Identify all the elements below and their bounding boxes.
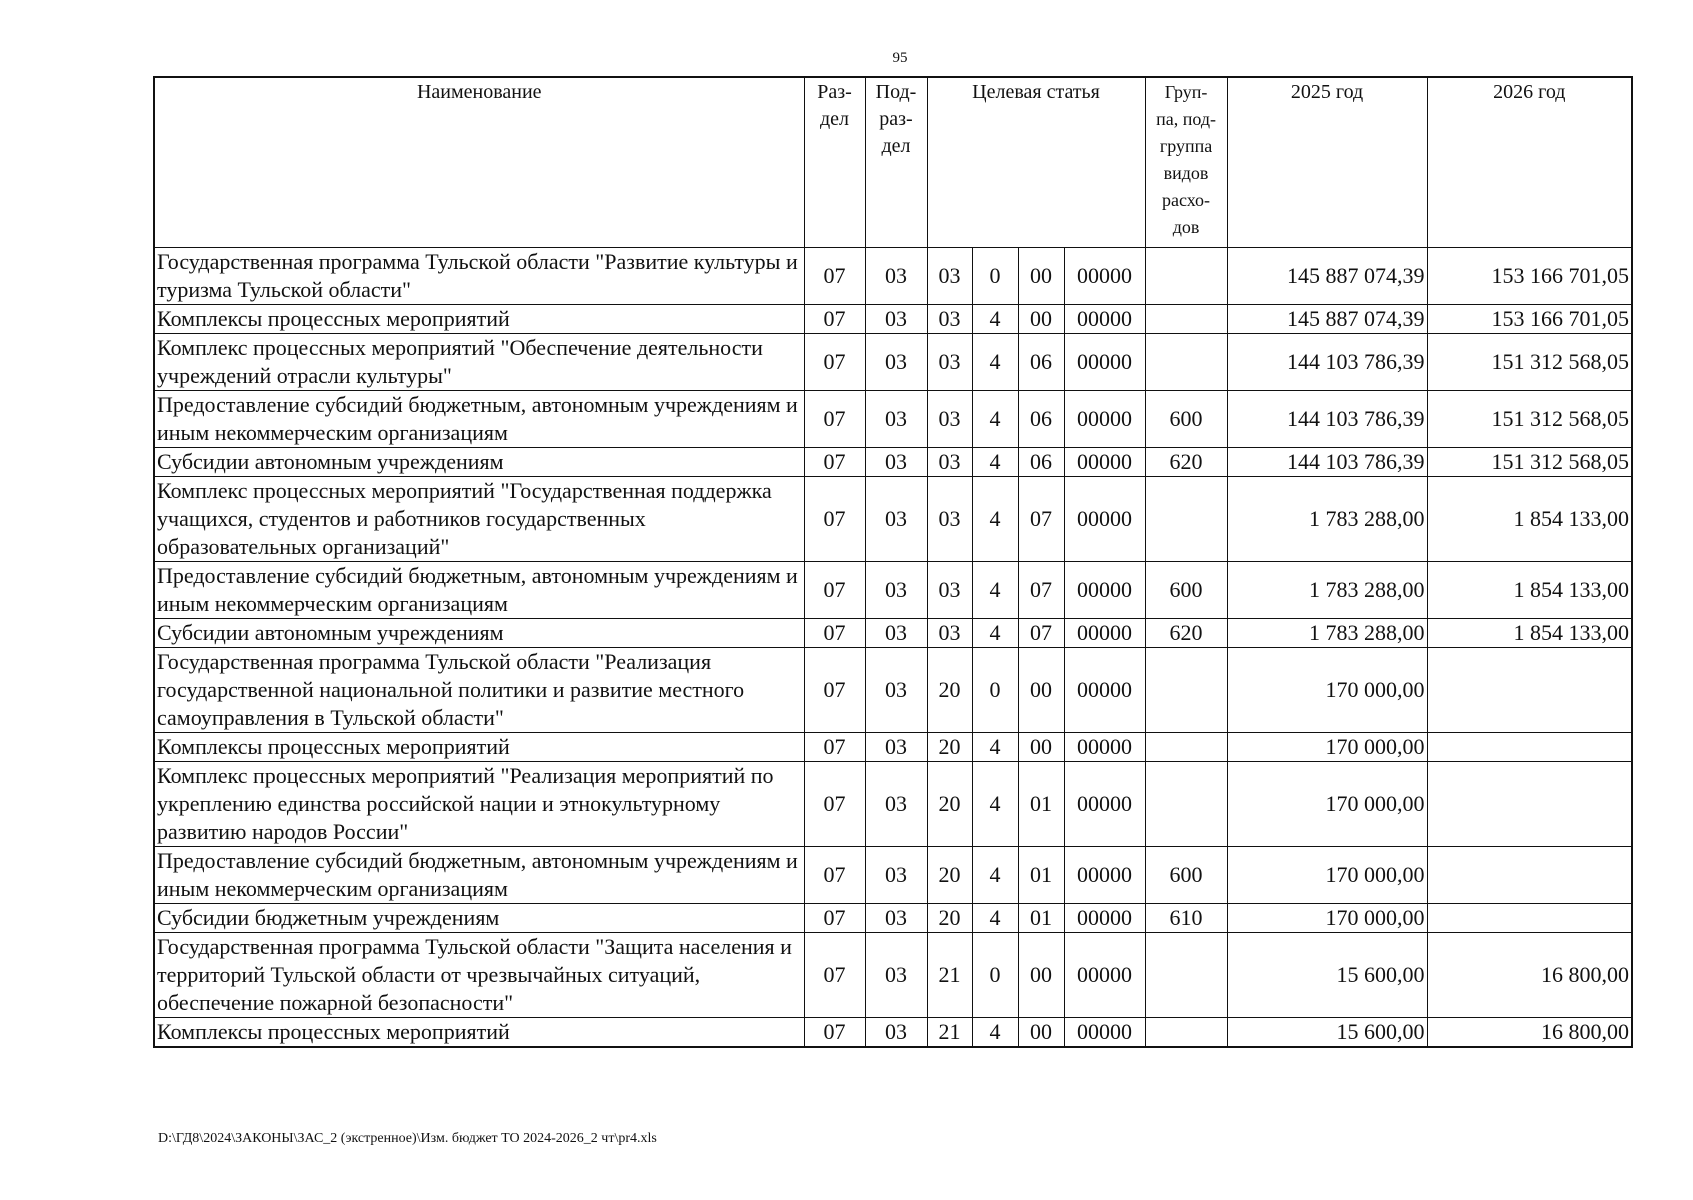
cell-target-direction: 00000 [1064,562,1145,619]
cell-target-type: 4 [972,619,1018,648]
cell-name: Государственная программа Тульской области "Защита населения и территорий Тульской области от чрезвычайных ситуаций, обеспечение пожарной безопасности" [154,933,804,1018]
cell-expense-group [1145,933,1227,1018]
cell-target-subprogram: 07 [1018,562,1064,619]
header-target-article: Целевая статья [927,77,1145,248]
cell-target-direction: 00000 [1064,762,1145,847]
cell-amount-2026 [1427,847,1632,904]
cell-razdel: 07 [804,562,865,619]
cell-name: Субсидии автономным учреждениям [154,619,804,648]
cell-amount-2026: 16 800,00 [1427,933,1632,1018]
cell-amount-2025: 15 600,00 [1227,1018,1427,1048]
cell-target-program: 20 [927,847,972,904]
cell-amount-2025: 170 000,00 [1227,847,1427,904]
cell-amount-2025: 145 887 074,39 [1227,305,1427,334]
cell-expense-group [1145,648,1227,733]
cell-expense-group [1145,1018,1227,1048]
cell-target-direction: 00000 [1064,619,1145,648]
cell-target-direction: 00000 [1064,248,1145,305]
cell-podrazdel: 03 [865,733,927,762]
cell-target-type: 4 [972,334,1018,391]
cell-target-type: 4 [972,762,1018,847]
cell-expense-group: 620 [1145,619,1227,648]
cell-amount-2026: 1 854 133,00 [1427,619,1632,648]
cell-name: Субсидии бюджетным учреждениям [154,904,804,933]
cell-target-type: 4 [972,1018,1018,1048]
budget-table [153,76,1633,1048]
cell-target-program: 03 [927,477,972,562]
cell-podrazdel: 03 [865,477,927,562]
cell-expense-group: 610 [1145,904,1227,933]
cell-target-program: 03 [927,391,972,448]
header-expense-group: Груп- па, под- группа видов расхо- дов [1145,77,1227,248]
cell-target-direction: 00000 [1064,477,1145,562]
table-row [154,733,1632,762]
cell-expense-group [1145,477,1227,562]
cell-amount-2025: 1 783 288,00 [1227,477,1427,562]
table-row [154,305,1632,334]
cell-target-type: 4 [972,448,1018,477]
cell-amount-2026 [1427,733,1632,762]
cell-amount-2025: 170 000,00 [1227,648,1427,733]
table-row [154,847,1632,904]
cell-target-type: 4 [972,391,1018,448]
cell-razdel: 07 [804,762,865,847]
cell-podrazdel: 03 [865,448,927,477]
cell-target-subprogram: 07 [1018,619,1064,648]
cell-razdel: 07 [804,334,865,391]
cell-target-subprogram: 00 [1018,933,1064,1018]
cell-target-type: 4 [972,477,1018,562]
cell-target-direction: 00000 [1064,305,1145,334]
cell-podrazdel: 03 [865,305,927,334]
cell-target-subprogram: 01 [1018,762,1064,847]
header-2025: 2025 год [1227,77,1427,248]
table-row [154,904,1632,933]
cell-target-type: 0 [972,648,1018,733]
cell-target-subprogram: 06 [1018,334,1064,391]
cell-target-direction: 00000 [1064,391,1145,448]
cell-name: Комплекс процессных мероприятий "Реализация мероприятий по укреплению единства российской нации и этнокультурному развитию народов России" [154,762,804,847]
cell-expense-group: 620 [1145,448,1227,477]
cell-podrazdel: 03 [865,334,927,391]
header-2026: 2026 год [1427,77,1632,248]
cell-target-direction: 00000 [1064,933,1145,1018]
cell-amount-2026: 151 312 568,05 [1427,448,1632,477]
cell-podrazdel: 03 [865,1018,927,1048]
cell-name: Комплексы процессных мероприятий [154,305,804,334]
cell-target-program: 21 [927,933,972,1018]
cell-expense-group: 600 [1145,847,1227,904]
cell-amount-2026 [1427,904,1632,933]
cell-amount-2025: 144 103 786,39 [1227,448,1427,477]
cell-name: Предоставление субсидий бюджетным, автономным учреждениям и иным некоммерческим организациям [154,847,804,904]
cell-expense-group: 600 [1145,391,1227,448]
table-row [154,448,1632,477]
cell-podrazdel: 03 [865,619,927,648]
table-header-row [154,77,1632,248]
table-body [154,248,1632,1048]
cell-name: Государственная программа Тульской области "Реализация государственной национальной политики и развитие местного самоуправления в Тульской области" [154,648,804,733]
cell-expense-group [1145,248,1227,305]
cell-amount-2025: 170 000,00 [1227,733,1427,762]
cell-target-program: 20 [927,648,972,733]
cell-amount-2026: 1 854 133,00 [1427,477,1632,562]
cell-amount-2026 [1427,648,1632,733]
table-row [154,477,1632,562]
cell-target-direction: 00000 [1064,448,1145,477]
cell-target-program: 03 [927,448,972,477]
cell-amount-2026: 153 166 701,05 [1427,305,1632,334]
cell-target-program: 20 [927,762,972,847]
cell-podrazdel: 03 [865,248,927,305]
cell-razdel: 07 [804,619,865,648]
table-row [154,391,1632,448]
cell-amount-2025: 170 000,00 [1227,762,1427,847]
cell-target-subprogram: 00 [1018,648,1064,733]
cell-amount-2025: 1 783 288,00 [1227,619,1427,648]
cell-target-program: 03 [927,619,972,648]
cell-target-program: 03 [927,334,972,391]
cell-target-program: 03 [927,248,972,305]
cell-name: Предоставление субсидий бюджетным, автономным учреждениям и иным некоммерческим организациям [154,562,804,619]
cell-amount-2026 [1427,762,1632,847]
table-row [154,562,1632,619]
cell-podrazdel: 03 [865,762,927,847]
cell-target-direction: 00000 [1064,648,1145,733]
cell-podrazdel: 03 [865,904,927,933]
cell-podrazdel: 03 [865,562,927,619]
cell-target-subprogram: 01 [1018,904,1064,933]
cell-target-type: 4 [972,562,1018,619]
cell-expense-group: 600 [1145,562,1227,619]
cell-target-type: 0 [972,248,1018,305]
cell-razdel: 07 [804,648,865,733]
header-razdel: Раз- дел [804,77,865,248]
cell-amount-2025: 145 887 074,39 [1227,248,1427,305]
cell-name: Предоставление субсидий бюджетным, автономным учреждениям и иным некоммерческим организациям [154,391,804,448]
cell-razdel: 07 [804,933,865,1018]
cell-target-type: 4 [972,847,1018,904]
cell-name: Комплекс процессных мероприятий "Государственная поддержка учащихся, студентов и работников государственных образовательных организаций" [154,477,804,562]
cell-target-program: 03 [927,305,972,334]
cell-name: Государственная программа Тульской области "Развитие культуры и туризма Тульской области" [154,248,804,305]
cell-amount-2026: 153 166 701,05 [1427,248,1632,305]
cell-target-type: 4 [972,733,1018,762]
table-row [154,334,1632,391]
cell-amount-2025: 144 103 786,39 [1227,391,1427,448]
cell-razdel: 07 [804,448,865,477]
footer-file-path: D:\ГД8\2024\ЗАКОНЫ\ЗАС_2 (экстренное)\Изм. бюджет ТО 2024-2026_2 чт\pr4.xls [158,1131,657,1146]
cell-amount-2026: 151 312 568,05 [1427,334,1632,391]
cell-target-subprogram: 00 [1018,733,1064,762]
cell-expense-group [1145,762,1227,847]
cell-name: Комплексы процессных мероприятий [154,1018,804,1048]
cell-target-type: 4 [972,904,1018,933]
cell-expense-group [1145,733,1227,762]
page-number: 95 [892,50,908,66]
header-podrazdel: Под- раз- дел [865,77,927,248]
cell-target-direction: 00000 [1064,334,1145,391]
cell-name: Комплекс процессных мероприятий "Обеспечение деятельности учреждений отрасли культуры" [154,334,804,391]
cell-razdel: 07 [804,904,865,933]
cell-amount-2025: 170 000,00 [1227,904,1427,933]
cell-target-program: 21 [927,1018,972,1048]
cell-amount-2026: 16 800,00 [1427,1018,1632,1048]
cell-razdel: 07 [804,305,865,334]
cell-expense-group [1145,334,1227,391]
cell-target-program: 20 [927,733,972,762]
cell-name: Комплексы процессных мероприятий [154,733,804,762]
cell-target-direction: 00000 [1064,847,1145,904]
cell-razdel: 07 [804,391,865,448]
cell-target-subprogram: 00 [1018,248,1064,305]
cell-amount-2025: 15 600,00 [1227,933,1427,1018]
cell-expense-group [1145,305,1227,334]
cell-amount-2026: 1 854 133,00 [1427,562,1632,619]
cell-target-subprogram: 06 [1018,391,1064,448]
cell-podrazdel: 03 [865,933,927,1018]
table-row [154,762,1632,847]
cell-amount-2025: 144 103 786,39 [1227,334,1427,391]
cell-podrazdel: 03 [865,847,927,904]
cell-amount-2025: 1 783 288,00 [1227,562,1427,619]
cell-razdel: 07 [804,248,865,305]
cell-target-subprogram: 01 [1018,847,1064,904]
cell-razdel: 07 [804,847,865,904]
cell-target-subprogram: 00 [1018,1018,1064,1048]
table-row [154,619,1632,648]
table-row [154,1018,1632,1048]
cell-razdel: 07 [804,733,865,762]
cell-name: Субсидии автономным учреждениям [154,448,804,477]
cell-razdel: 07 [804,1018,865,1048]
cell-podrazdel: 03 [865,648,927,733]
table-row [154,933,1632,1018]
table-row [154,648,1632,733]
cell-target-program: 20 [927,904,972,933]
table-row [154,248,1632,305]
cell-amount-2026: 151 312 568,05 [1427,391,1632,448]
cell-target-program: 03 [927,562,972,619]
cell-target-direction: 00000 [1064,904,1145,933]
cell-target-direction: 00000 [1064,733,1145,762]
cell-target-subprogram: 06 [1018,448,1064,477]
cell-target-type: 0 [972,933,1018,1018]
cell-target-type: 4 [972,305,1018,334]
cell-razdel: 07 [804,477,865,562]
cell-target-direction: 00000 [1064,1018,1145,1048]
cell-podrazdel: 03 [865,391,927,448]
header-name: Наименование [154,77,804,248]
cell-target-subprogram: 07 [1018,477,1064,562]
cell-target-subprogram: 00 [1018,305,1064,334]
